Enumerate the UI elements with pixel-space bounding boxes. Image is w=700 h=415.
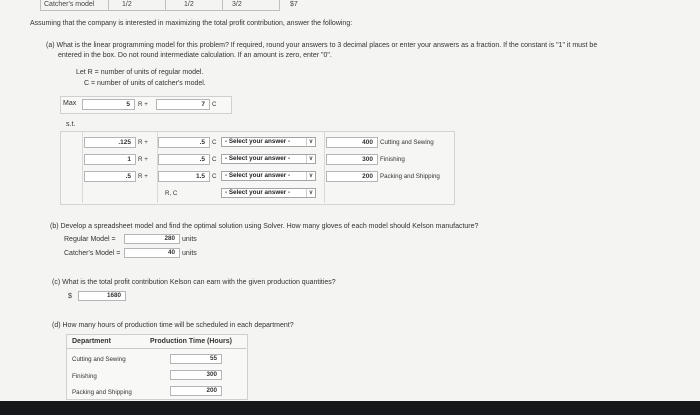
catcher-model-label: Catcher's Model = xyxy=(64,250,121,257)
divider xyxy=(66,348,246,349)
constraint-3-operator-select[interactable] xyxy=(221,171,316,181)
catcher-model-input[interactable]: 40 xyxy=(124,248,180,258)
header-col-4: $7 xyxy=(290,1,298,8)
department-row-2: Finishing xyxy=(72,373,97,380)
department-column-header: Department xyxy=(72,338,111,345)
divider xyxy=(222,0,223,10)
max-label: Max xyxy=(63,100,77,107)
intro-text: Assuming that the company is interested in maximizing the total profit contribution, answer the following: xyxy=(30,20,353,27)
constraint-1-r-coefficient[interactable]: .125 xyxy=(84,137,136,148)
hours-row-2-input[interactable]: 300 xyxy=(170,370,222,380)
select-text: - Select your answer - xyxy=(225,138,291,145)
select-text: - Select your answer - xyxy=(225,189,291,196)
objective-c-coefficient[interactable]: 7 xyxy=(156,99,210,110)
chevron-down-icon: ∨ xyxy=(306,189,315,197)
select-text: - Select your answer - xyxy=(225,155,291,162)
divider xyxy=(279,0,280,10)
objective-c-variable: C xyxy=(212,101,217,108)
divider xyxy=(165,0,166,10)
constraint-3-rhs[interactable]: 200 xyxy=(326,171,378,182)
constraint-3-department: Packing and Shipping xyxy=(380,173,440,180)
part-b-question: (b) Develop a spreadsheet model and find the optimal solution using Solver. How many gloves of each model should Kelson manufacture? xyxy=(50,223,479,230)
divider xyxy=(82,131,83,203)
definition-c: C = number of units of catcher's model. xyxy=(84,80,206,87)
hours-row-1-input[interactable]: 55 xyxy=(170,354,222,364)
header-col-2: 1/2 xyxy=(184,1,194,8)
chevron-down-icon: ∨ xyxy=(306,155,315,163)
constraint-2-c-variable: C xyxy=(212,156,217,163)
total-profit-input[interactable]: 1680 xyxy=(78,291,126,301)
table-header-row xyxy=(30,0,700,10)
part-c-question: (c) What is the total profit contribution Kelson can earn with the given production quantities? xyxy=(52,279,336,286)
select-text: - Select your answer - xyxy=(225,172,291,179)
part-d-question: (d) How many hours of production time will be scheduled in each department? xyxy=(52,322,294,329)
regular-model-input[interactable]: 280 xyxy=(124,234,180,244)
constraint-3-c-variable: C xyxy=(212,173,217,180)
units-label: units xyxy=(182,250,197,257)
objective-r-variable: R + xyxy=(138,101,148,108)
constraint-1-operator-select[interactable] xyxy=(221,137,316,147)
constraint-2-r-coefficient[interactable]: 1 xyxy=(84,154,136,165)
chevron-down-icon: ∨ xyxy=(306,172,315,180)
header-col-1: 1/2 xyxy=(122,1,132,8)
units-label: units xyxy=(182,236,197,243)
production-time-column-header: Production Time (Hours) xyxy=(150,338,232,345)
constraint-2-r-variable: R + xyxy=(138,156,148,163)
header-title: Catcher's model xyxy=(44,1,95,8)
divider xyxy=(40,10,280,11)
constraint-1-department: Cutting and Sewing xyxy=(380,139,434,146)
constraint-1-c-variable: C xyxy=(212,139,217,146)
taskbar xyxy=(0,401,700,415)
constraint-3-c-coefficient[interactable]: 1.5 xyxy=(158,171,210,182)
nonnegativity-variables: R, C xyxy=(165,190,178,197)
nonnegativity-operator-select[interactable] xyxy=(221,188,316,198)
subject-to-label: s.t. xyxy=(66,121,76,128)
department-row-1: Cutting and Sewing xyxy=(72,356,126,363)
constraint-2-operator-select[interactable] xyxy=(221,154,316,164)
constraint-2-c-coefficient[interactable]: .5 xyxy=(158,154,210,165)
divider xyxy=(324,131,325,203)
header-col-3: 3/2 xyxy=(232,1,242,8)
hours-row-3-input[interactable]: 200 xyxy=(170,386,222,396)
constraint-1-c-coefficient[interactable]: .5 xyxy=(158,137,210,148)
divider xyxy=(40,0,41,10)
constraint-3-r-variable: R + xyxy=(138,173,148,180)
objective-r-coefficient[interactable]: 5 xyxy=(82,99,135,110)
part-a-instructions: entered in the box. Do not round intermediate calculation. If an amount is zero, enter "0". xyxy=(58,52,332,59)
divider xyxy=(108,0,109,10)
chevron-down-icon: ∨ xyxy=(306,138,315,146)
constraint-3-r-coefficient[interactable]: .5 xyxy=(84,171,136,182)
department-row-3: Packing and Shipping xyxy=(72,389,132,396)
currency-label: $ xyxy=(68,293,72,300)
constraint-1-r-variable: R + xyxy=(138,139,148,146)
constraint-1-rhs[interactable]: 400 xyxy=(326,137,378,148)
part-a-question: (a) What is the linear programming model for this problem? If required, round your answers to 3 decimal places or enter your answers as a fraction. If the constant is "1" it must be xyxy=(46,42,598,49)
definition-r: Let R = number of units of regular model. xyxy=(76,69,204,76)
constraint-2-department: Finishing xyxy=(380,156,405,163)
regular-model-label: Regular Model = xyxy=(64,236,116,243)
constraint-2-rhs[interactable]: 300 xyxy=(326,154,378,165)
